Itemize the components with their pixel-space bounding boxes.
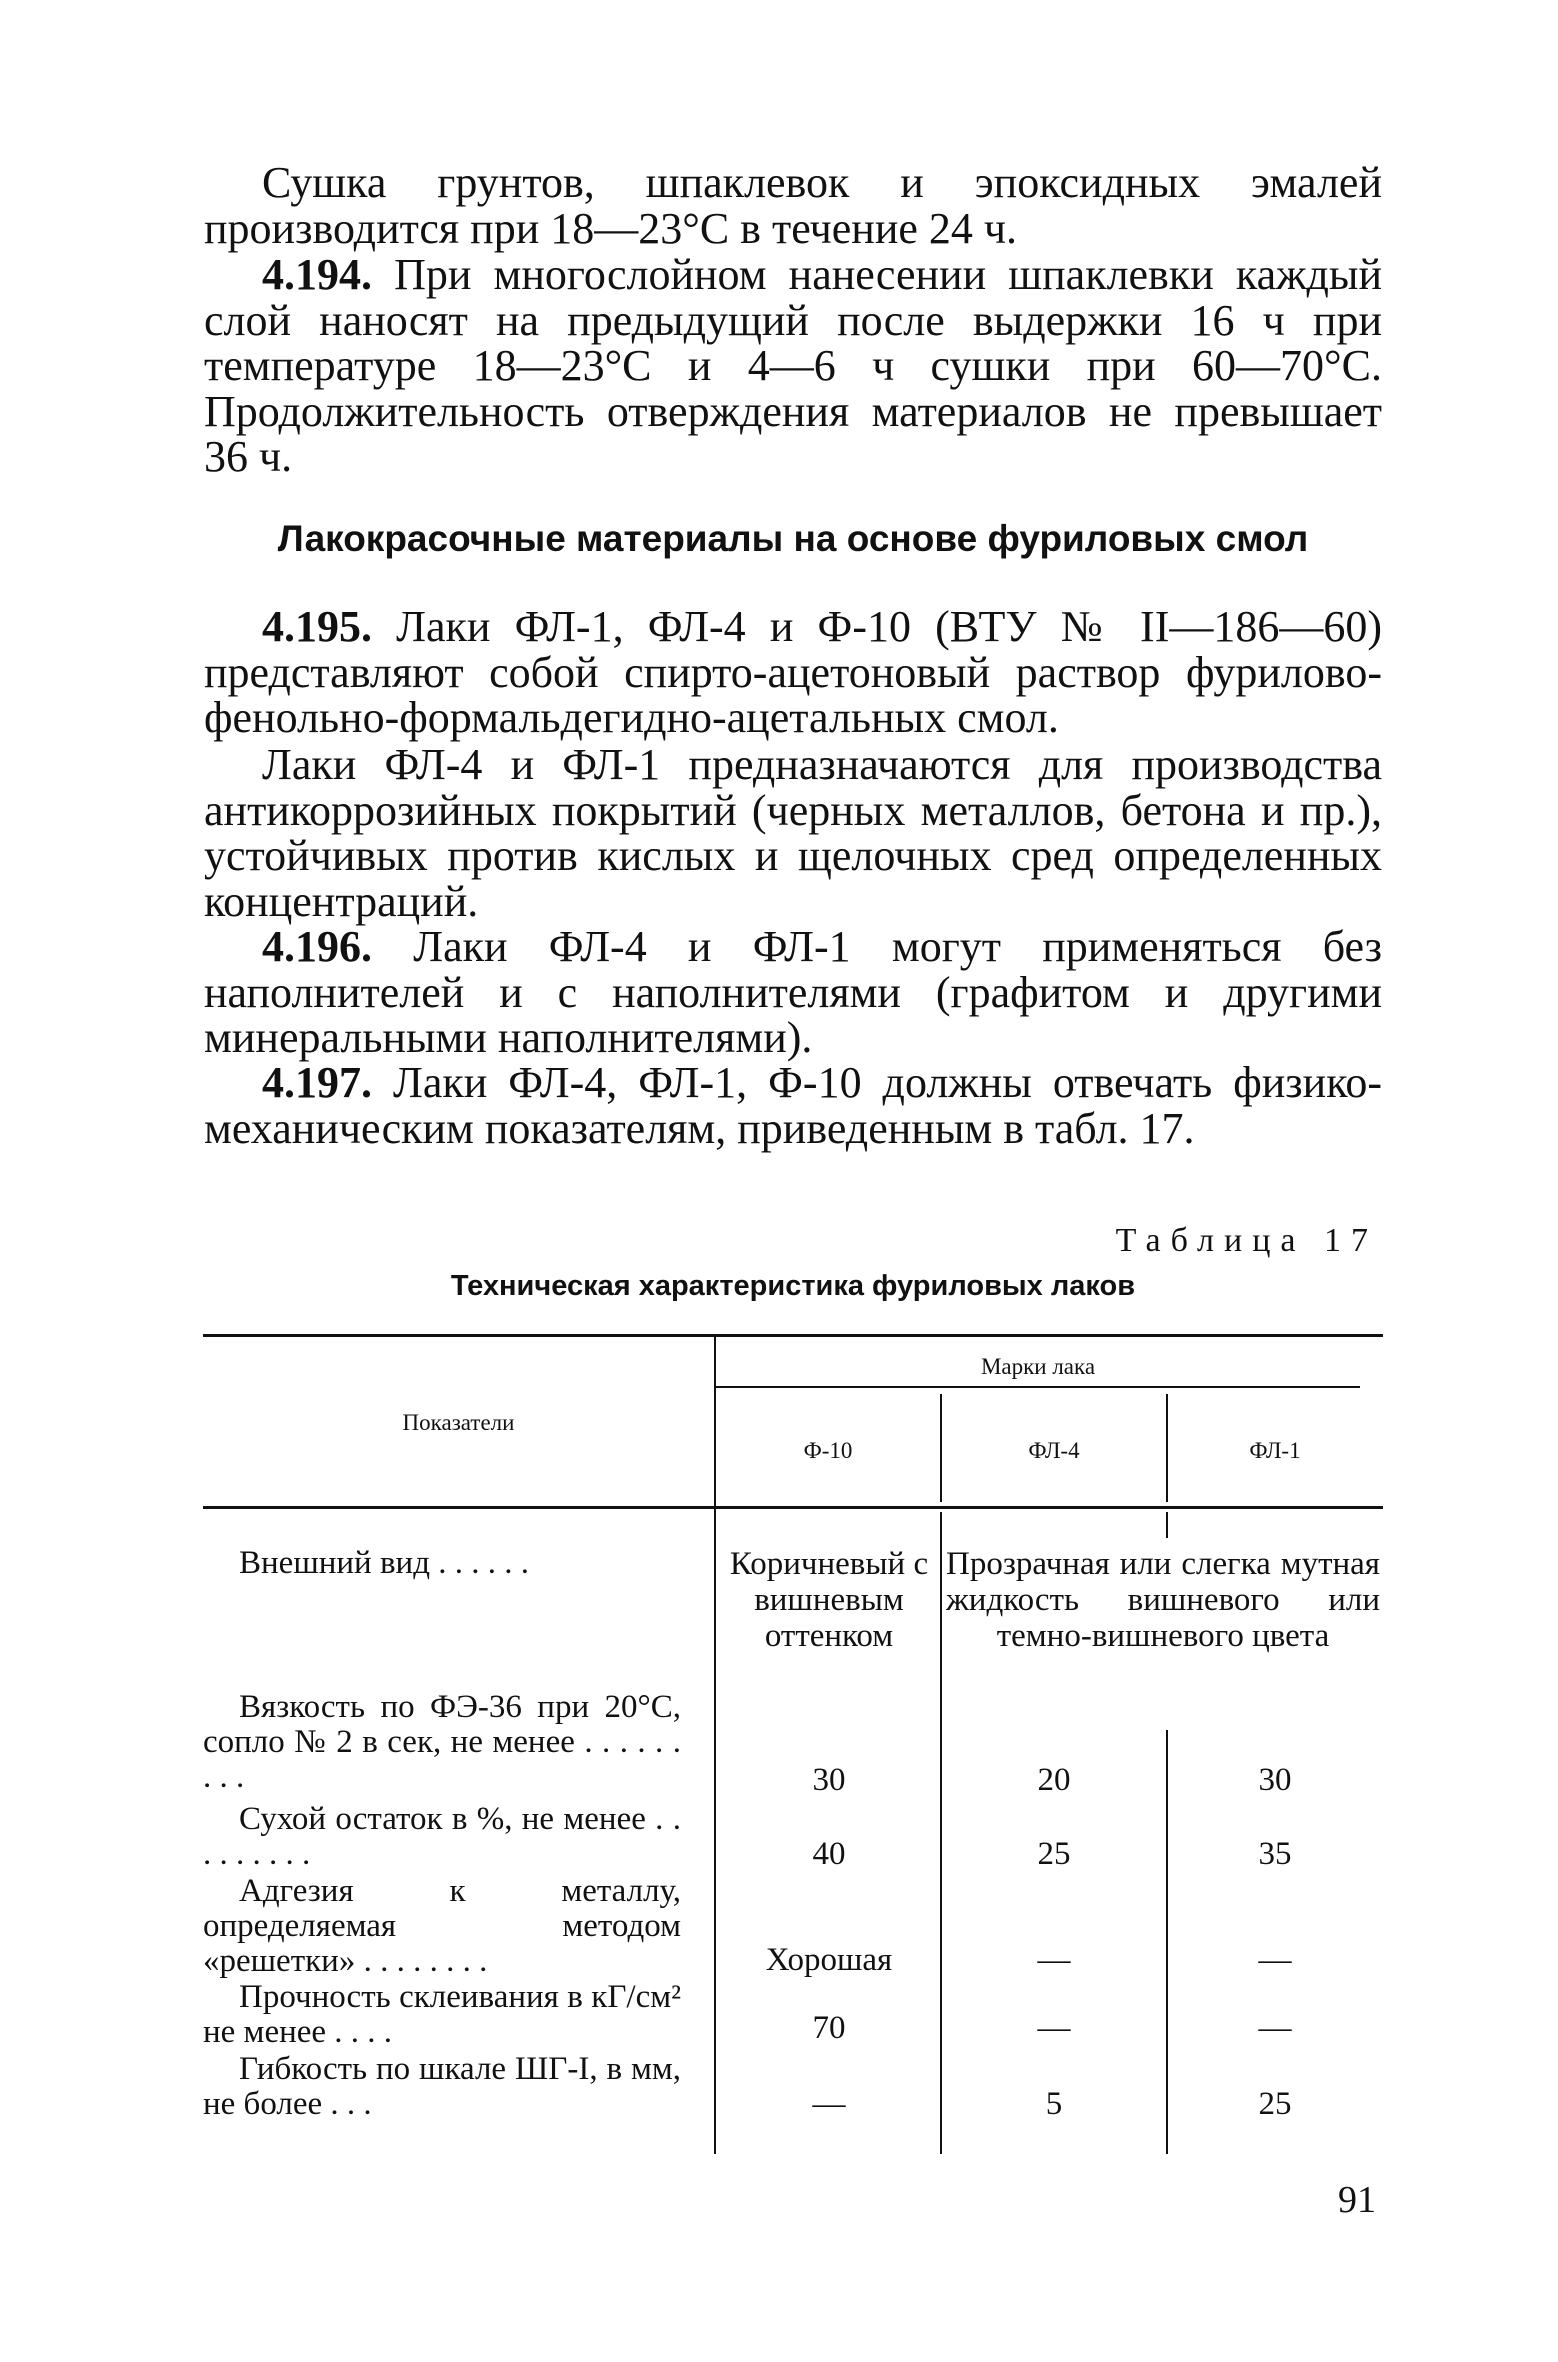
header-bottom-rule <box>203 1506 1383 1509</box>
paragraph-4-196 <box>204 924 1382 1061</box>
bond-strength-f10: 70 <box>812 2010 846 2046</box>
table-top-rule <box>203 1334 1383 1337</box>
viscosity-fl1: 30 <box>1258 1762 1292 1798</box>
bond-strength-fl1: — <box>1258 2010 1292 2046</box>
row-label-viscosity: Вязкость по ФЭ-36 при 20°С, сопло № 2 в сек, не менее . . . . . . . . . <box>203 1689 681 1795</box>
appearance-f10: Коричневый с вишневым оттенком <box>729 1546 929 1654</box>
flexibility-fl4: 5 <box>1045 2086 1063 2122</box>
vline-f10-body <box>940 1512 942 2154</box>
vline-fl4-stub <box>1166 1512 1168 1538</box>
row-label-flexibility: Гибкость по шкале ШГ-I, в мм, не более . . . <box>203 2051 681 2122</box>
appearance-fl: Прозрачная или слегка мутная жидкость вишневого или темно-вишневого цвета <box>946 1546 1380 1654</box>
brands-rule <box>716 1386 1360 1388</box>
paragraph-intro-text: Сушка грунтов, шпаклевок и эпоксидных эмалей производится при 18—23°С в течение 24 ч. <box>204 158 1382 253</box>
flexibility-f10: — <box>812 2086 846 2122</box>
adhesion-fl4: — <box>1037 1942 1071 1978</box>
paragraph-text: Лаки ФЛ-1, ФЛ-4 и Ф-10 (ВТУ № II—186—60) представляют собой спирто-ацетоновый раствор фурилово-фенольно-формальдегидно-ацетальных смол. <box>204 602 1383 742</box>
paragraph-4-197 <box>204 1060 1382 1151</box>
page-number: 91 <box>1338 2179 1376 2221</box>
paragraph-4-195 <box>204 604 1382 741</box>
viscosity-f10: 30 <box>812 1762 846 1798</box>
brand-f10: Ф-10 <box>803 1438 853 1463</box>
flexibility-fl1: 25 <box>1258 2086 1292 2122</box>
row-label-appearance: Внешний вид . . . . . . <box>239 1545 529 1581</box>
paragraph-text: Лаки ФЛ-4 и ФЛ-1 могут применяться без наполнителей и с наполнителями (графитом и другими минеральными наполнителями). <box>204 922 1382 1062</box>
adhesion-f10: Хорошая <box>765 1942 893 1978</box>
adhesion-fl1: — <box>1258 1942 1292 1978</box>
paragraph-text: Лаки ФЛ-4 и ФЛ-1 предназначаются для производства антикоррозийных покрытий (черных металлов, бетона и пр.), устойчивых против кислых и щелочных сред определенных концентраций. <box>204 740 1382 926</box>
brand-fl4: ФЛ-4 <box>1028 1438 1080 1463</box>
dry-residue-fl4: 25 <box>1037 1836 1071 1872</box>
paragraph-4-194 <box>204 252 1382 480</box>
row-label-dry-residue: Сухой остаток в %, не менее . . . . . . . . . <box>203 1801 681 1872</box>
table-title: Техническая характеристика фуриловых лаков <box>450 1270 1136 1302</box>
section-heading: Лакокрасочные материалы на основе фуриловых смол <box>277 518 1309 559</box>
brand-fl1: ФЛ-1 <box>1249 1438 1301 1463</box>
row-label-bond-strength: Прочность склеивания в кГ/см² не менее . . . . <box>203 1979 681 2050</box>
section-number: 4.195. <box>262 602 372 651</box>
bond-strength-fl4: — <box>1037 2010 1071 2046</box>
paragraph-text: Лаки ФЛ-4, ФЛ-1, Ф-10 должны отвечать физико-механическим показателям, приведенным в табл. 17. <box>204 1058 1383 1153</box>
table-label: Таблица 17 <box>1115 1222 1378 1259</box>
section-number: 4.196. <box>262 922 372 971</box>
section-number: 4.194. <box>262 250 372 299</box>
header-brands: Марки лака <box>980 1354 1096 1379</box>
paragraph-intro <box>204 160 1382 251</box>
paragraph-4-195-continued <box>204 742 1382 924</box>
dry-residue-f10: 40 <box>812 1836 846 1872</box>
row-label-adhesion: Адгезия к металлу, определяемая методом «решетки» . . . . . . . . <box>203 1873 681 1979</box>
section-number: 4.197. <box>262 1058 372 1107</box>
header-params: Показатели <box>402 1410 515 1435</box>
viscosity-fl4: 20 <box>1037 1762 1071 1798</box>
paragraph-text: При многослойном нанесении шпаклевки каждый слой наносят на предыдущий после выдержки 16 ч при температуре 18—23°С и 4—6 ч сушки при 60—70°С. Продолжительность отверждения материалов не превышает 36 ч. <box>204 250 1382 481</box>
dry-residue-fl1: 35 <box>1258 1836 1292 1872</box>
